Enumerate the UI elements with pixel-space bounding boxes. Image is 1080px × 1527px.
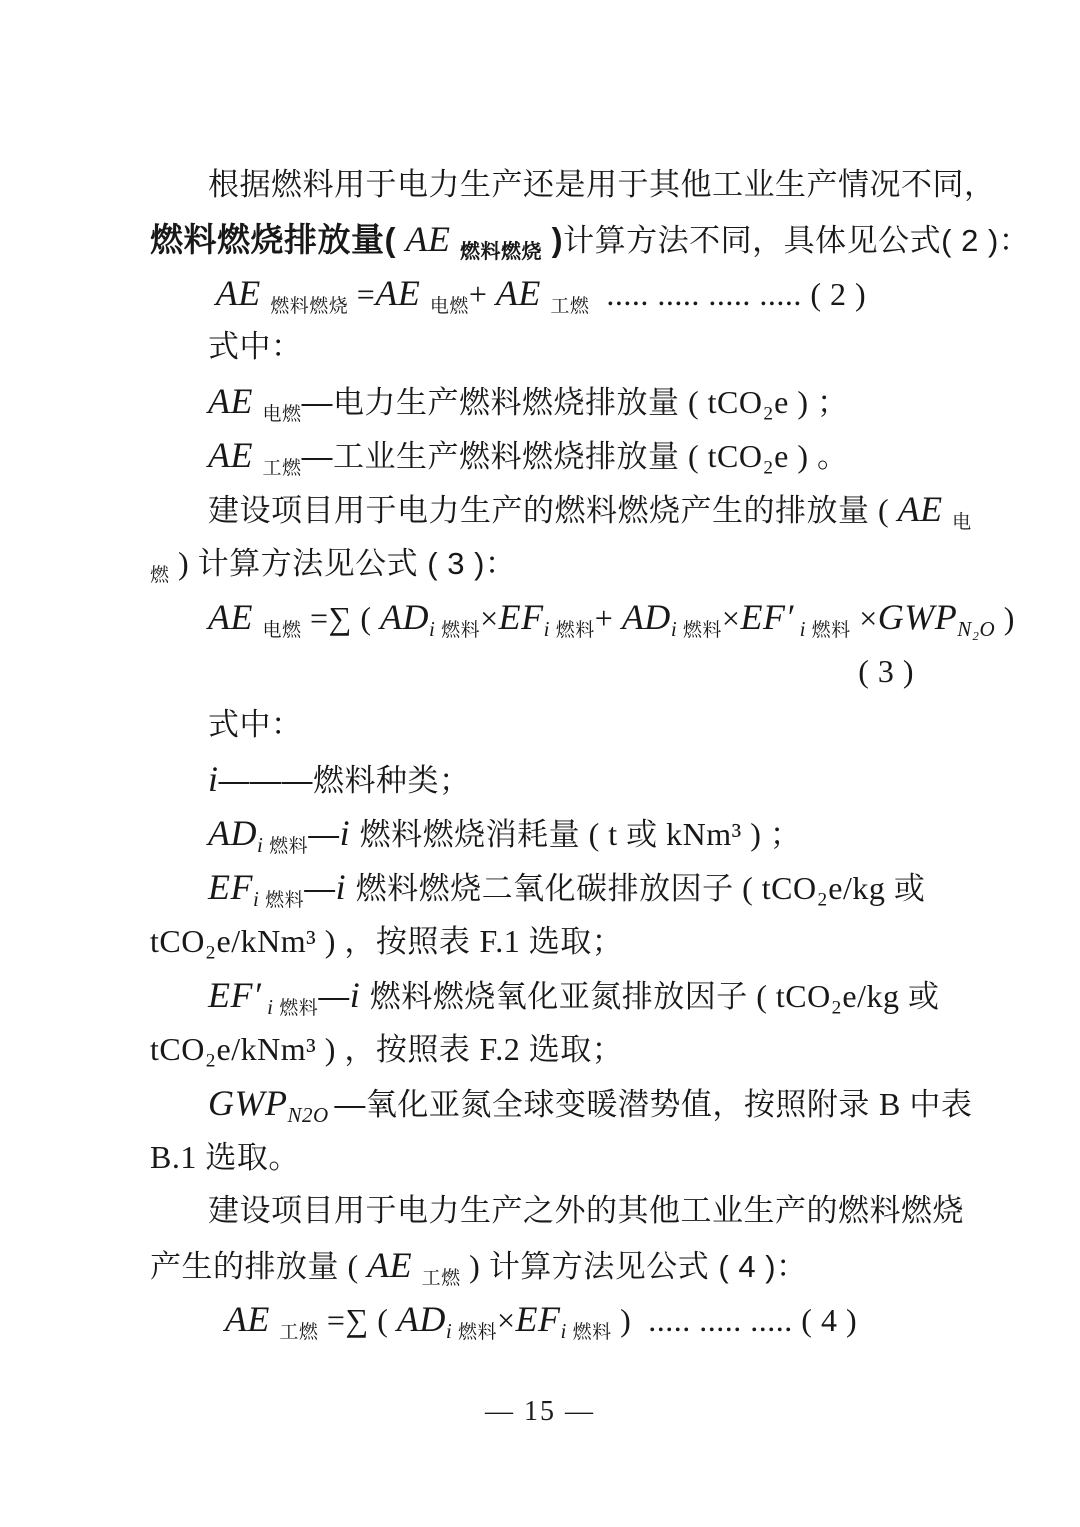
text-segment: AE bbox=[224, 1299, 280, 1339]
text-line-13 bbox=[150, 806, 932, 860]
text-segment: AE bbox=[208, 597, 263, 637]
text-segment: ( bbox=[339, 1248, 368, 1284]
text-segment: 或 bbox=[893, 871, 926, 906]
text-segment: i bbox=[670, 617, 683, 641]
text-segment: × bbox=[850, 600, 878, 636]
text-line-7 bbox=[150, 482, 972, 536]
text-line-10 bbox=[150, 644, 932, 698]
text-segment: 计算方法见公式 ( 4 )： bbox=[488, 1249, 808, 1284]
text-segment: N₂O bbox=[957, 617, 996, 641]
text-segment: 燃料 bbox=[279, 998, 319, 1019]
text-segment: 燃料 bbox=[269, 836, 309, 857]
text-segment: ( 3 ) bbox=[858, 653, 914, 689]
text-segment: ) bbox=[169, 545, 198, 581]
text-segment: i bbox=[252, 887, 266, 911]
text-segment: 选取； bbox=[528, 924, 624, 959]
text-segment: 式中： bbox=[208, 707, 303, 742]
text-line-22 bbox=[150, 1292, 932, 1346]
text-segment: —氧化亚氮全球变暖潜势值，按照附录 bbox=[334, 1087, 880, 1122]
text-segment: AD bbox=[208, 813, 257, 853]
text-segment: tCO₂e/kNm³ ) bbox=[150, 923, 345, 959]
text-segment: 工燃 bbox=[262, 458, 302, 479]
text-segment: =∑ ( bbox=[318, 1302, 397, 1338]
text-segment: 建设项目用于电力生产之外的其他工业生产的燃料燃烧 bbox=[208, 1193, 964, 1228]
text-segment: 根据燃料用于电力生产还是用于其他工业生产情况不同， bbox=[208, 167, 996, 202]
text-segment: × bbox=[480, 600, 499, 636]
text-segment: B.1 bbox=[150, 1139, 206, 1175]
text-segment: i bbox=[543, 617, 556, 641]
text-segment: GWP bbox=[208, 1083, 288, 1123]
text-segment: AD bbox=[621, 597, 671, 637]
text-segment: AD bbox=[380, 597, 430, 637]
text-segment: i bbox=[208, 759, 219, 799]
text-segment: 燃料 bbox=[457, 1322, 497, 1343]
text-segment: 或 bbox=[907, 979, 940, 1014]
text-segment: F.1 bbox=[479, 923, 529, 959]
text-segment: B bbox=[879, 1086, 910, 1122]
text-segment: AE bbox=[375, 273, 430, 313]
text-segment: 电燃 bbox=[429, 296, 469, 317]
text-line-19 bbox=[150, 1130, 932, 1184]
text-line-17 bbox=[150, 1022, 932, 1076]
text-segment: AE bbox=[215, 273, 271, 313]
text-segment: × bbox=[497, 1302, 516, 1338]
text-segment: AE bbox=[897, 489, 953, 529]
text-segment: AE bbox=[495, 273, 551, 313]
text-segment: — bbox=[318, 979, 350, 1014]
text-segment: 工燃 bbox=[550, 296, 590, 317]
text-segment: 计算方法见公式 ( 3 )： bbox=[197, 546, 517, 581]
text-segment: AE bbox=[367, 1245, 422, 1285]
text-segment: 建设项目用于电力生产的燃料燃烧产生的排放量 bbox=[208, 493, 870, 528]
text-segment: i bbox=[429, 617, 442, 641]
text-line-15 bbox=[150, 914, 932, 968]
text-segment: 燃料燃烧消耗量 bbox=[359, 817, 581, 852]
text-segment: 产生的排放量 bbox=[150, 1249, 339, 1284]
text-segment: 燃料 bbox=[555, 620, 595, 641]
text-segment: — bbox=[304, 871, 336, 906]
text-line-2 bbox=[150, 212, 1031, 266]
text-segment: 燃料燃烧氧化亚氮排放因子 bbox=[369, 979, 748, 1014]
text-line-14 bbox=[150, 860, 932, 914]
text-segment: 燃料 bbox=[441, 620, 481, 641]
text-segment: + bbox=[468, 276, 496, 312]
text-segment: ( tCO₂e ) bbox=[679, 438, 818, 474]
text-line-12 bbox=[150, 752, 932, 806]
text-segment: ( tCO₂e/kg bbox=[747, 978, 908, 1014]
text-segment: 中表 bbox=[909, 1087, 973, 1122]
text-line-18 bbox=[150, 1076, 973, 1130]
text-segment: i bbox=[349, 975, 370, 1015]
text-segment: 燃料 bbox=[811, 620, 851, 641]
text-segment: 计算方法不同，具体见公式( 2 )： bbox=[563, 223, 1031, 258]
text-segment: —电力生产燃料燃烧排放量 bbox=[301, 385, 680, 420]
page-number: — 15 — bbox=[485, 1396, 595, 1427]
text-line-16 bbox=[150, 968, 940, 1022]
text-segment: = bbox=[348, 276, 376, 312]
text-line-20 bbox=[150, 1184, 964, 1238]
text-segment: i bbox=[261, 995, 280, 1019]
text-segment: 燃料燃烧 bbox=[459, 241, 542, 263]
text-segment: 燃 bbox=[150, 565, 170, 586]
text-segment: × bbox=[721, 600, 741, 636]
text-segment: 选取。 bbox=[205, 1140, 300, 1175]
text-line-9 bbox=[150, 590, 1015, 644]
text-segment: 或 bbox=[626, 817, 658, 852]
text-segment: ( bbox=[869, 492, 898, 528]
text-segment: ( tCO₂e ) bbox=[679, 384, 818, 420]
text-segment: i bbox=[339, 813, 360, 853]
text-segment: i bbox=[445, 1319, 458, 1343]
text-segment: ； bbox=[817, 385, 849, 420]
text-line-11 bbox=[150, 698, 932, 752]
text-segment: ) bbox=[995, 600, 1015, 636]
text-segment: ) bbox=[541, 221, 564, 258]
text-segment: + bbox=[594, 600, 622, 636]
text-segment: ———燃料种类； bbox=[218, 763, 471, 798]
text-segment: N2O bbox=[287, 1103, 335, 1127]
text-segment: 电 bbox=[952, 512, 972, 533]
text-segment: ； bbox=[769, 817, 802, 852]
text-segment: 燃料燃烧二氧化碳排放因子 bbox=[355, 871, 734, 906]
text-segment: EF′ bbox=[740, 597, 794, 637]
text-line-5 bbox=[150, 374, 932, 428]
text-segment: i bbox=[793, 617, 812, 641]
text-segment: ..... ..... ..... ..... ( 2 ) bbox=[589, 276, 867, 312]
text-segment: 电燃 bbox=[262, 620, 302, 641]
text-segment: i bbox=[560, 1319, 573, 1343]
text-segment: — bbox=[308, 817, 340, 852]
text-segment: —工业生产燃料燃烧排放量 bbox=[301, 439, 680, 474]
text-segment: 电燃 bbox=[262, 404, 302, 425]
text-segment: F.2 bbox=[479, 1031, 529, 1067]
text-segment: 燃料 bbox=[682, 620, 722, 641]
text-segment: AE bbox=[396, 219, 460, 259]
text-segment: ) ..... ..... ..... ( 4 ) bbox=[611, 1302, 858, 1338]
text-segment: AE bbox=[208, 435, 263, 475]
text-segment: 燃料 bbox=[572, 1322, 612, 1343]
text-segment: EF bbox=[498, 597, 544, 637]
text-segment: 选取； bbox=[528, 1032, 624, 1067]
document-text bbox=[150, 158, 1031, 1346]
text-line-21 bbox=[150, 1238, 932, 1292]
text-segment: 工燃 bbox=[421, 1268, 461, 1289]
text-line-8 bbox=[150, 536, 932, 590]
text-segment: ( t bbox=[580, 816, 627, 852]
text-segment: ，按照表 bbox=[344, 1032, 480, 1067]
text-segment: 燃料燃烧 bbox=[270, 296, 349, 317]
text-segment: 燃料燃烧排放量( bbox=[150, 221, 396, 258]
text-segment: ，按照表 bbox=[344, 924, 480, 959]
text-segment: 燃料 bbox=[265, 890, 305, 911]
text-segment: kNm³ ) bbox=[657, 816, 770, 852]
text-segment: i bbox=[257, 833, 270, 857]
text-segment: tCO₂e/kNm³ ) bbox=[150, 1031, 345, 1067]
text-segment: 工燃 bbox=[279, 1322, 319, 1343]
text-segment: i bbox=[335, 867, 356, 907]
text-line-3 bbox=[150, 266, 932, 320]
text-line-4 bbox=[150, 320, 932, 374]
text-segment: =∑ ( bbox=[301, 600, 381, 636]
text-segment: ( tCO₂e/kg bbox=[733, 870, 894, 906]
text-segment: EF′ bbox=[208, 975, 262, 1015]
text-segment: 。 bbox=[817, 439, 849, 474]
text-line-6 bbox=[150, 428, 932, 482]
text-segment: ) bbox=[460, 1248, 489, 1284]
text-segment: GWP bbox=[877, 597, 958, 637]
text-segment: AE bbox=[208, 381, 263, 421]
text-segment: EF bbox=[208, 867, 253, 907]
text-segment: 式中： bbox=[208, 329, 303, 364]
text-segment: EF bbox=[515, 1299, 561, 1339]
text-segment: AD bbox=[396, 1299, 446, 1339]
text-line-1 bbox=[150, 158, 996, 212]
